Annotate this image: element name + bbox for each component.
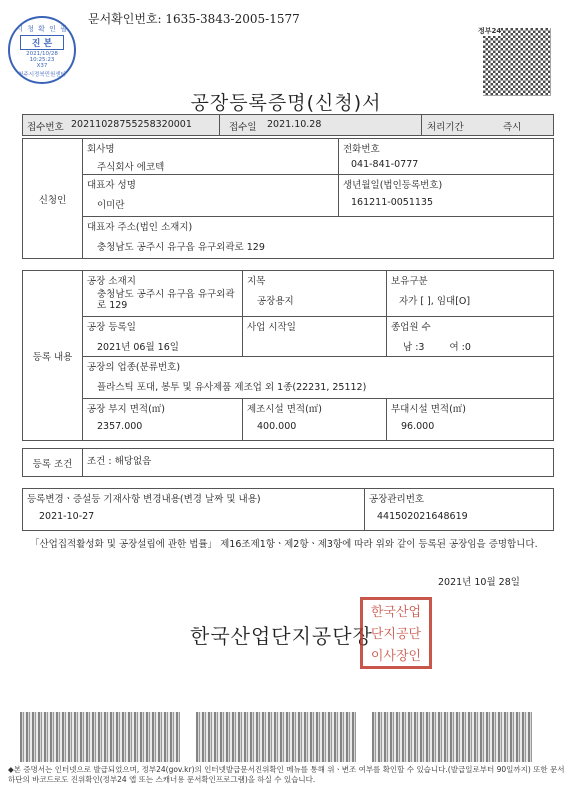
address-label: 대표자 주소(법인 소재지) (87, 222, 193, 233)
stamp-mark: 진 본 (20, 35, 64, 50)
reg-date-value: 2021년 06월 16일 (97, 342, 179, 353)
site-area-value: 2357.000 (97, 421, 143, 432)
birth-value: 161211-0051135 (351, 197, 434, 208)
reg-date-label: 공장 등록일 (87, 322, 136, 333)
aux-area-label: 부대시설 면적(㎡) (391, 404, 466, 415)
receipt-header (22, 114, 554, 136)
official-seal (360, 597, 432, 669)
registration-section-label: 등록 내용 (23, 271, 83, 441)
land-value: 공장용지 (257, 296, 294, 307)
seal-line-3: 이사장인 (370, 649, 422, 664)
receipt-date-label: 접수일 (229, 122, 257, 133)
seal-line-2: 단지공단 (370, 627, 422, 642)
changes-value: 2021-10-27 (39, 511, 95, 522)
registration-table (22, 270, 554, 441)
document-number: 문서확인번호: 1635-3843-2005-1577 (88, 12, 300, 26)
applicant-section-label: 신청인 (23, 139, 83, 259)
ownership-value: 자가 [ ], 임대[O] (399, 296, 471, 307)
condition-section-label: 등록 조건 (23, 449, 83, 477)
location-label: 공장 소재지 (87, 276, 136, 287)
receipt-date: 2021.10.28 (267, 119, 322, 130)
barcode-1 (20, 712, 180, 762)
start-date-label: 사업 시작일 (247, 322, 296, 333)
condition-table (22, 448, 554, 477)
page-title: 공장등록증명(신청)서 (190, 92, 382, 114)
verification-stamp (8, 16, 76, 84)
stamp-code: X37 (36, 63, 48, 69)
period-label: 처리기간 (427, 122, 464, 133)
birth-label: 생년월일(법인등록번호) (343, 180, 443, 191)
address-value: 충청남도 공주시 유구읍 유구외곽로 129 (97, 242, 265, 253)
issue-date: 2021년 10월 28일 (438, 577, 520, 588)
qr-label: 정부24 (478, 27, 502, 35)
receipt-no-label: 접수번호 (27, 122, 64, 133)
industry-value: 플라스틱 포대, 봉투 및 유사제품 제조업 외 1종(22231, 25112) (97, 382, 367, 393)
footer-notice: ◆본 증명서는 인터넷으로 발급되었으며, 정부24(gov.kr)의 인터넷발급문서진위확인 메뉴를 통해 위ㆍ변조 여부를 확인할 수 있습니다.(발급일로부터 90일까지) 또한 문서하단의 바코드로도 진위확인(정부24 앱 또는 스캐너용 문서확인프로그램)을 하실 수 있습니다. (8, 765, 565, 784)
location-value: 충청남도 공주시 유구읍 유구외곽로 129 (97, 289, 235, 311)
mgmt-no-label: 공장관리번호 (369, 494, 425, 505)
rep-value: 이미란 (97, 200, 125, 211)
phone-value: 041-841-0777 (351, 159, 419, 170)
mgmt-no-value: 441502021648619 (377, 511, 468, 522)
company-value: 주식회사 에코텍 (97, 162, 165, 173)
site-area-label: 공장 부지 면적(㎡) (87, 404, 166, 415)
staff-male: 남 :3 (403, 342, 425, 353)
staff-counts (387, 333, 553, 353)
barcode-2 (196, 712, 356, 762)
barcode-3 (372, 712, 532, 762)
stamp-time: 10:25:23 (29, 57, 55, 63)
stamp-date: 2021/10/28 (26, 51, 58, 57)
issuer-name: 한국산업단지공단장 (190, 624, 373, 648)
mfg-area-value: 400.000 (257, 421, 297, 432)
mfg-area-label: 제조시설 면적(㎡) (247, 404, 322, 415)
company-label: 회사명 (87, 144, 115, 155)
certification-text: 「산업집적활성화 및 공장설립에 관한 법률」 제16조제1항ㆍ제2항ㆍ제3항에 따라 위와 같이 등록된 공장임을 증명합니다. (30, 539, 538, 550)
phone-label: 전화번호 (343, 144, 380, 155)
staff-female: 여 :0 (449, 342, 471, 353)
period: 즉시 (503, 122, 522, 133)
land-label: 지목 (247, 276, 266, 287)
changes-table (22, 488, 554, 531)
seal-line-1: 한국산업 (370, 605, 422, 620)
rep-label: 대표자 성명 (87, 180, 136, 191)
stamp-top: 시 청 확 인 필 (16, 25, 68, 33)
qr-code (483, 28, 551, 96)
condition-value: 조건 : 해당없음 (87, 456, 152, 467)
applicant-table (22, 138, 554, 259)
stamp-org: 청주시정북민원센터 (18, 72, 66, 78)
ownership-label: 보유구분 (391, 276, 428, 287)
aux-area-value: 96.000 (401, 421, 435, 432)
receipt-no: 20211028755258320001 (71, 119, 192, 130)
staff-label: 종업원 수 (391, 322, 431, 333)
industry-label: 공장의 업종(분류번호) (87, 362, 181, 373)
changes-label: 등록변경ㆍ증설등 기재사항 변경내용(변경 날짜 및 내용) (27, 494, 261, 505)
